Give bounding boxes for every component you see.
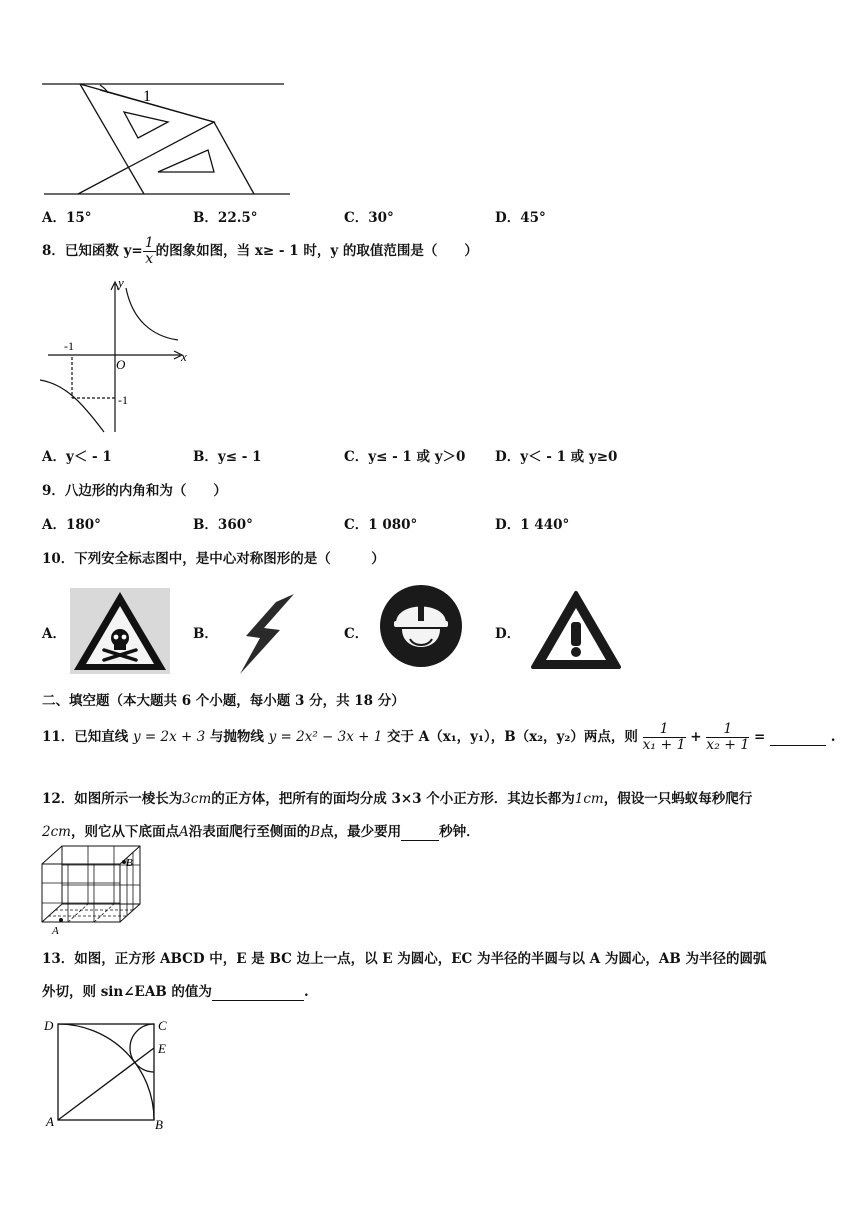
q13-fig-label-e: E [158, 1041, 166, 1056]
q10-stem: 10．下列安全标志图中，是中心对称图形的是（ ） [42, 551, 385, 567]
q8-y-axis-label: y [118, 275, 124, 290]
q12-answer-blank[interactable] [401, 824, 439, 841]
q12-line2: 2cm，则它从下底面点A沿表面爬行至侧面的B点，最少要用 秒钟． [42, 824, 480, 840]
q10-option-c-letter[interactable]: C． [344, 626, 369, 642]
q13-line2: 外切，则 sin∠EAB 的值为 . [42, 984, 309, 1000]
q13-answer-blank[interactable] [212, 984, 304, 1001]
q7-option-b[interactable]: B．22.5° [193, 210, 258, 226]
q13-fig-label-d: D [44, 1018, 54, 1033]
q12-line1: 12．如图所示一棱长为3cm的正方体，把所有的面均分成 3×3 个小正方形．其边长都为1cm，假设一只蚂蚁每秒爬行 [42, 791, 753, 807]
q9-option-b[interactable]: B．360° [193, 517, 253, 533]
q7-option-a[interactable]: A．15° [42, 210, 92, 226]
q7-angle-label: 1 [143, 88, 151, 105]
q13-fig-label-b: B [155, 1117, 163, 1132]
q8-origin-label: O [116, 357, 126, 372]
helmet-required-icon[interactable] [378, 583, 464, 669]
q10-option-b-letter[interactable]: B． [193, 626, 218, 642]
q12-fig-label-a: A [52, 925, 59, 937]
toxic-warning-sign-icon[interactable] [70, 588, 170, 674]
q13-line1: 13．如图，正方形 ABCD 中，E 是 BC 边上一点，以 E 为圆心，EC 为半径的半圆与以 A 为圆心，AB 为半径的圆弧 [42, 951, 767, 967]
q8-option-b[interactable]: B．y≤ - 1 [193, 449, 262, 465]
q10-option-a-letter[interactable]: A． [42, 626, 66, 642]
q12-fig-label-b: B [126, 857, 133, 869]
q8-stem: 8．已知函数 y= $\frac{1}{x}$ 的图象如图，当 x≥ - 1 时，y 的取值范围是（ ） [42, 235, 478, 267]
q9-option-d[interactable]: D．1 440° [495, 517, 570, 533]
q9-option-c[interactable]: C．1 080° [344, 517, 418, 533]
q8-x-axis-label: x [181, 349, 187, 364]
q11-answer-blank[interactable] [770, 729, 826, 746]
q9-stem: 9．八边形的内角和为（ ） [42, 483, 227, 499]
lightning-bolt-icon[interactable] [236, 592, 300, 676]
q8-neg1-x-label: -1 [64, 339, 74, 353]
q9-option-a[interactable]: A．180° [42, 517, 101, 533]
q7-option-d[interactable]: D．45° [495, 210, 546, 226]
q7-option-c[interactable]: C．30° [344, 210, 394, 226]
q8-option-d[interactable]: D．y＜ - 1 或 y≥0 [495, 449, 618, 465]
q13-fig-label-c: C [158, 1018, 167, 1033]
q8-neg1-y-label: -1 [118, 393, 128, 407]
q11-stem: 11．已知直线 y = 2x + 3 与抛物线 y = 2x² − 3x + 1 交于 A（x₁，y₁），B（x₂，y₂）两点，则 $\frac{1}{\text{x₁ + 1}}$ + $\frac{1}{\text{x₂ + 1}}$ = . [42, 721, 836, 753]
exclamation-warning-icon[interactable] [530, 590, 622, 670]
q13-fig-label-a: A [46, 1114, 54, 1129]
section2-title: 二、填空题（本大题共 6 个小题，每小题 3 分，共 18 分） [42, 693, 405, 709]
q8-option-c[interactable]: C．y≤ - 1 或 y＞0 [344, 449, 466, 465]
q10-option-d-letter[interactable]: D． [495, 626, 521, 642]
q8-option-a[interactable]: A．y＜ - 1 [42, 449, 112, 465]
